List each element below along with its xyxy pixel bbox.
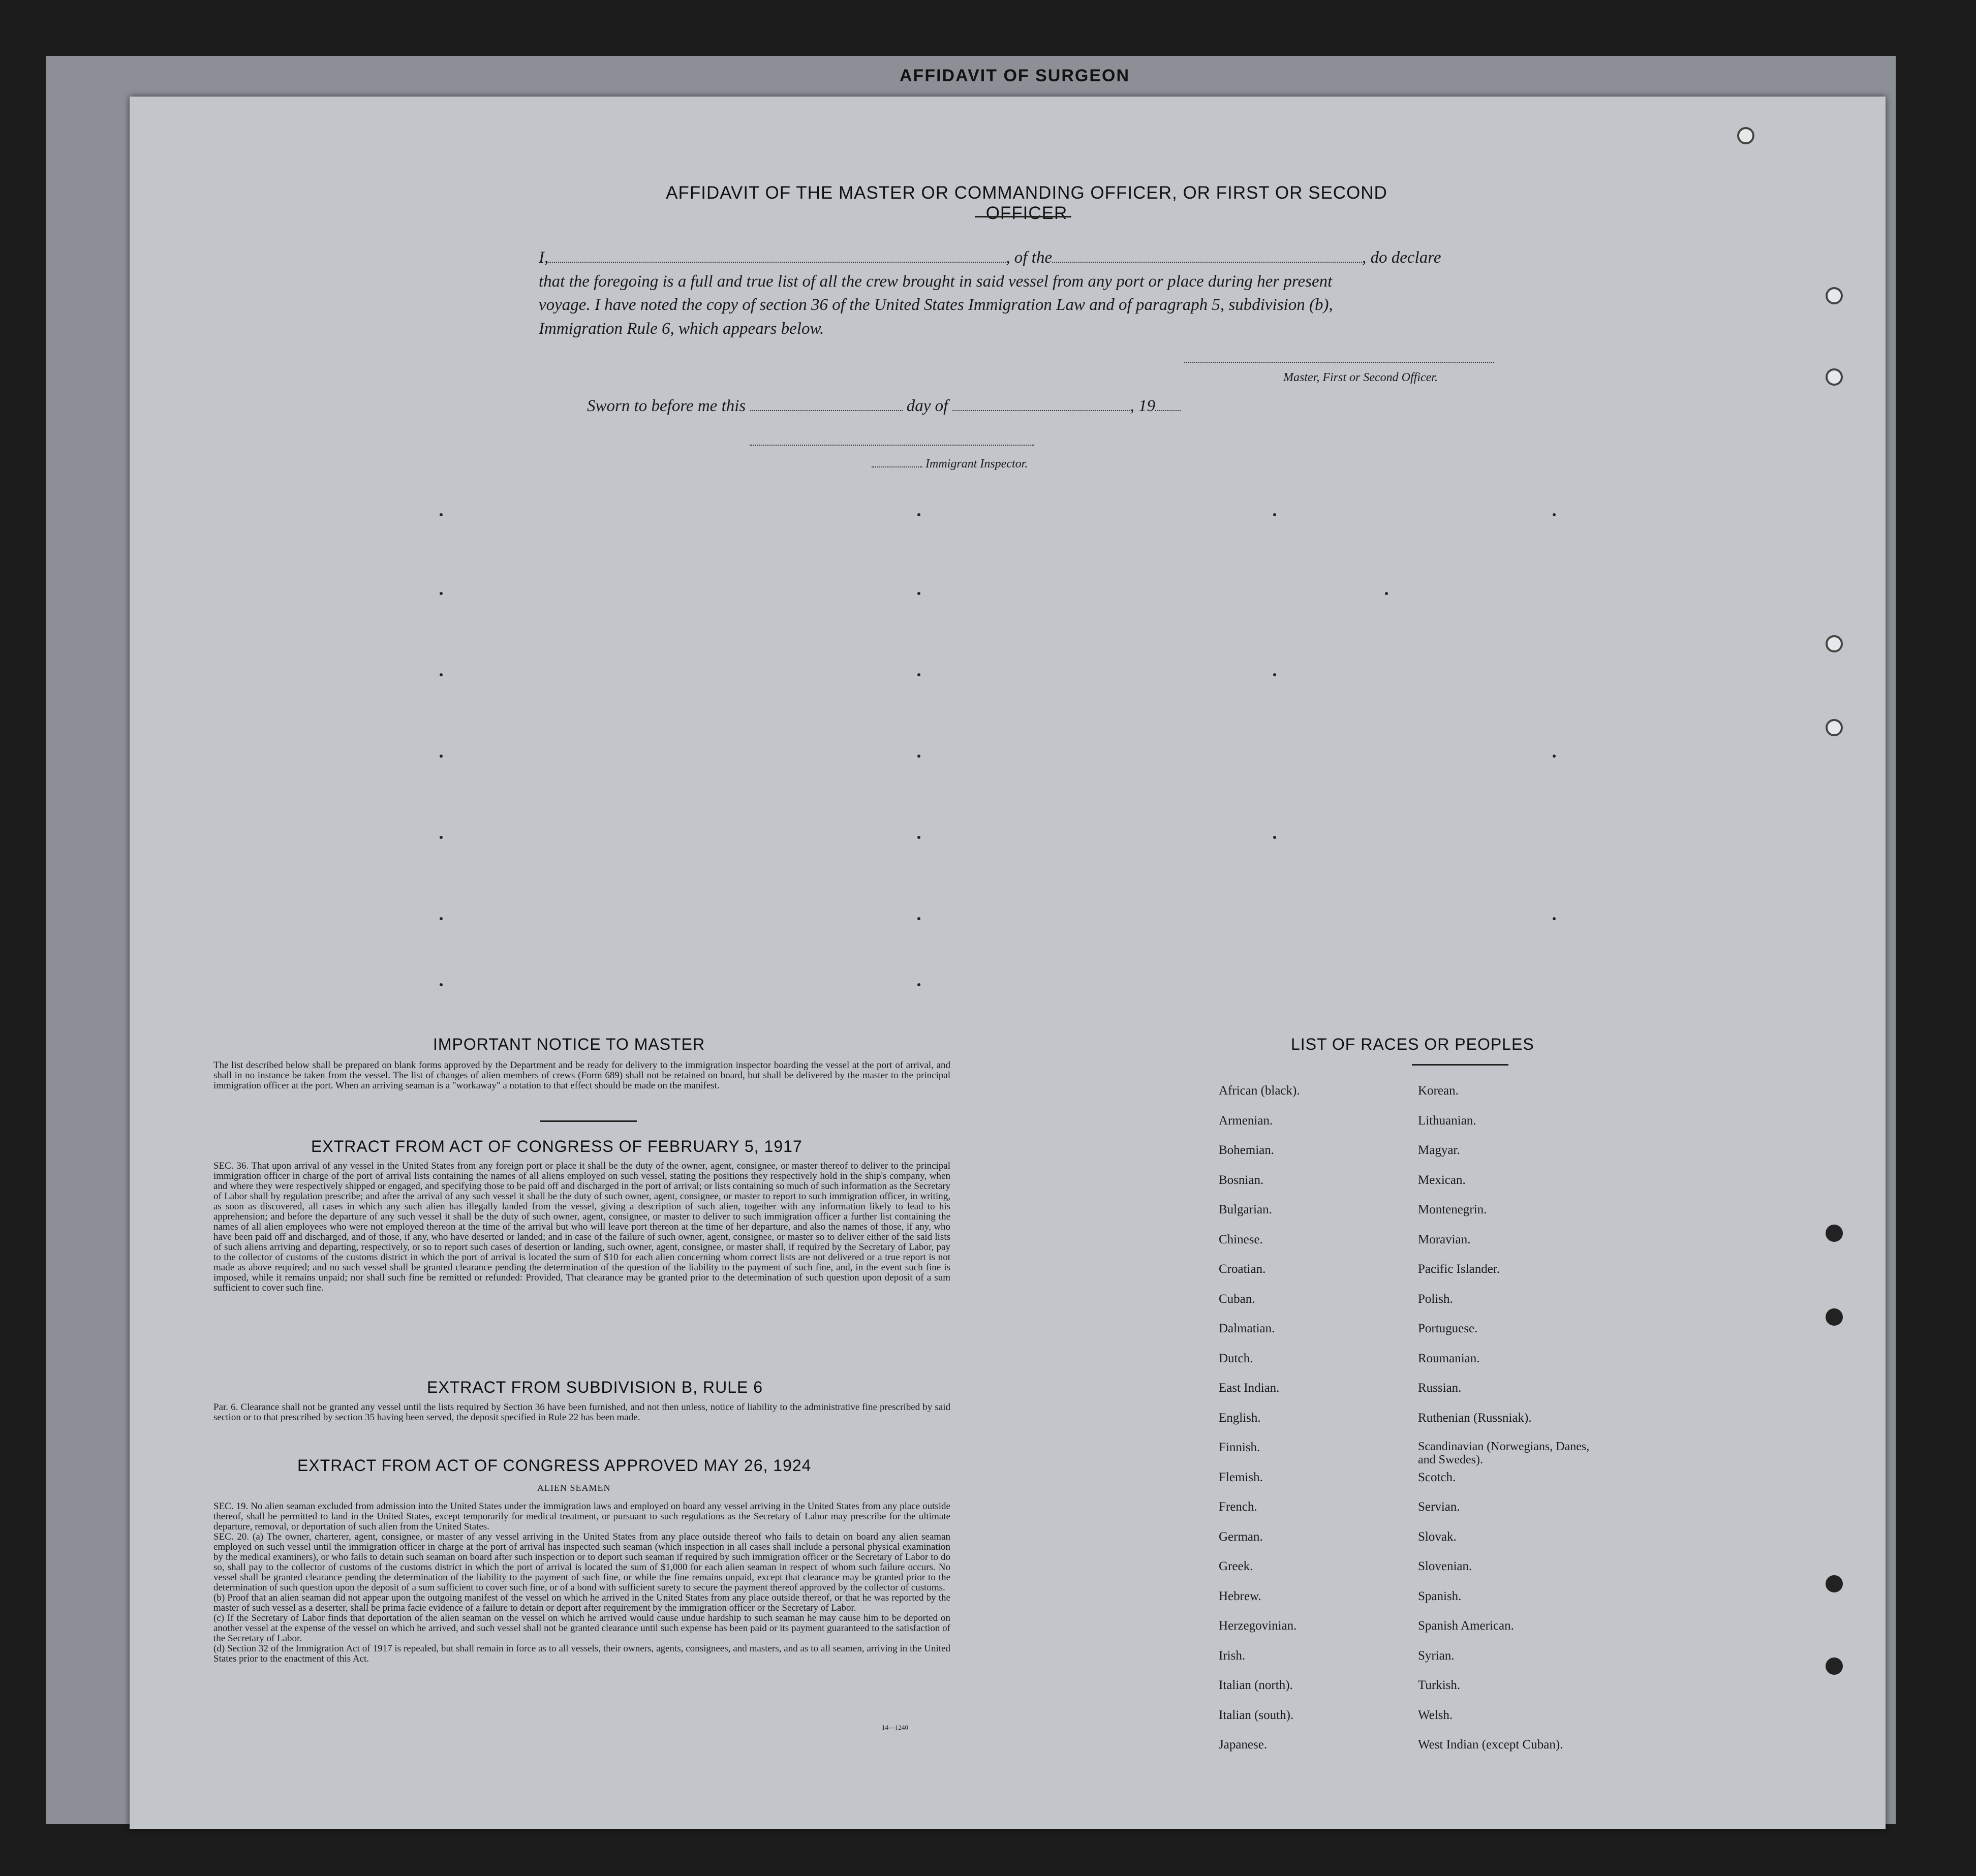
race-item: Lithuanian.	[1418, 1113, 1476, 1128]
race-item: Montenegrin.	[1418, 1203, 1487, 1216]
races-heading: LIST OF RACES OR PEOPLES	[1291, 1035, 1534, 1053]
race-item: Russian.	[1418, 1381, 1462, 1395]
print-speck	[917, 917, 920, 920]
race-item: German.	[1219, 1529, 1263, 1544]
race-item: Greek.	[1219, 1559, 1253, 1573]
print-speck	[440, 917, 443, 920]
print-speck	[1553, 755, 1556, 758]
binder-hole-icon	[1826, 1308, 1843, 1326]
race-item: Scandinavian (Norwegians, Danes, and Swedes).	[1418, 1440, 1590, 1466]
affidavit-line-1	[539, 246, 1507, 269]
race-item: English.	[1219, 1411, 1261, 1425]
print-speck	[440, 755, 443, 758]
binder-hole-icon	[1826, 368, 1843, 386]
sworn-end: , 19	[1130, 397, 1156, 415]
races-divider	[1412, 1064, 1508, 1066]
extract-1924-text: SEC. 19. No alien seaman excluded from admission into the United States under the immigration laws and employed on board any vessel arriving in the United States from any place outside thereof, shall be permitted to land in the United States, except temporarily for medical treatment, or pursuant to such regulations as the Secretary of Labor may prescribe for the ultimate departure, removal, or deportation of such alien from the United States. SEC. 20. (a) The owner, charterer, agent, consignee, or master of any vessel arriving in the United States from any place outside thereof who fails to detain on board any alien seaman employed on such vessel until the immigration officer in charge at the port of arrival has inspected such seaman (which inspection in all cases shall include a personal physical examination by the medical examiners), or who fails to detain such seaman on board after such inspection or to deport such seaman if required by such immigration officer or the Secretary of Labor to do so, shall pay to the collector of customs of the customs district in which the port of arrival is located the sum of $1,000 for each alien seaman in respect of whom such failure occurs. No vessel shall be granted clearance pending the determination of the liability to the payment of such fine, or while the fine remains unpaid, except that clearance may be granted prior to the determination of such question upon the deposit of a sum sufficient to cover such fine, or of a bond with sufficient surety to secure the payment thereof approved by the collector of customs. (b) Proof that an alien seaman did not appear upon the outgoing manifest of the vessel on which he arrived in the United States from any place outside thereof, or that he was reported by the master of such vessel as a deserter, shall be prima facie evidence of a failure to detain or deport after requirement by the immigration officer or the Secretary of Labor. (c) If the Secretary of Labor finds that deportation of the alien seaman on the vessel on which he arrived would cause undue hardship to such seaman he may cause him to be deported on another vessel at the expense of the vessel on which he arrived, and such vessel shall not be granted clearance until such expense has been paid or its payment guaranteed to the satisfaction of the Secretary of Labor. (d) Section 32 of the Immigration Act of 1917 is repealed, but shall remain in force as to all vessels, their owners, agents, consignees, and masters, and as to all seamen, arriving in the United States prior to the enactment of this Act.	[213, 1501, 950, 1664]
subdivision-heading: EXTRACT FROM SUBDIVISION B, RULE 6	[427, 1378, 763, 1396]
affidavit-title: AFFIDAVIT OF THE MASTER OR COMMANDING OFFICER, OR FIRST OR SECOND OFFICER	[666, 183, 1387, 223]
sworn-prefix: Sworn to before me this	[587, 397, 746, 415]
race-item: Bulgarian.	[1219, 1203, 1272, 1216]
print-speck	[917, 592, 920, 595]
race-item: Roumanian.	[1418, 1351, 1480, 1365]
races-left-column	[1219, 1083, 1422, 1767]
race-item: Magyar.	[1418, 1143, 1460, 1157]
sworn-day-field[interactable]	[750, 399, 903, 411]
print-speck	[1273, 513, 1276, 516]
master-name-field[interactable]	[548, 251, 1006, 263]
affidavit-line1-prefix: I,	[539, 248, 549, 267]
race-item: French.	[1219, 1500, 1257, 1514]
inspector-signature-label: Immigrant Inspector.	[872, 457, 1028, 471]
race-item: Spanish American.	[1418, 1619, 1514, 1633]
race-item: Cuban.	[1219, 1292, 1255, 1306]
race-item: Irish.	[1219, 1648, 1246, 1663]
affidavit-line1-mid: , of the	[1006, 248, 1052, 267]
affidavit-line-4: Immigration Rule 6, which appears below.	[539, 320, 824, 338]
race-item: Turkish.	[1418, 1678, 1461, 1692]
affidavit-line1-end: , do declare	[1362, 248, 1441, 267]
extract-1924-heading: EXTRACT FROM ACT OF CONGRESS APPROVED MAY 26, 1924	[297, 1456, 812, 1475]
race-item: Japanese.	[1219, 1738, 1268, 1752]
print-speck	[917, 513, 920, 516]
extract-1917-text: SEC. 36. That upon arrival of any vessel in the United States from any foreign port or place it shall be the duty of the owner, agent, consignee, or master thereof to deliver to the principal immigration officer in charge of the port of arrival lists containing the names of all aliens employed on such vessel, stating the positions they respectively hold in the ship's company, when and where they were respectively shipped or engaged, and specifying those to be paid off and discharged in the port of arrival; or lists containing so much of such information as the Secretary of Labor shall by regulation prescribe; and after the arrival of any such vessel it shall be the duty of such owner, agent, consignee, or master to report to such immigration officer, in writing, as soon as discovered, all cases in which any such alien has illegally landed from the vessel, giving a description of such alien, together with any information likely to lead to his apprehension; and before the departure of any such vessel it shall be the duty of such owner, agent, consignee, or master to deliver to such immigration officer a further list containing the names of all alien employees who were not employed thereon at the time of the arrival but who will leave port thereon at the time of her departure, and also the names of those, if any, who have been paid off and discharged, and of those, if any, who have deserted or landed; and in case of the failure of such owner, agent, consignee, or master so to deliver either of the said lists of such aliens arriving and departing, respectively, or so to report such cases of desertion or landing, such owner, agent, consignee, or master shall, if required by the Secretary of Labor, pay to the collector of customs of the customs district in which the port of arrival is located the sum of $10 for each alien concerning whom correct lists are not delivered or a true report is not made as above required; and no such vessel shall be granted clearance pending the determination of the question of the liability to the payment of such fine, and, in the event such fine is imposed, while it remains unpaid; nor shall such fine be remitted or refunded: Provided, That clearance may be granted prior to the determination of such question upon deposit of a sum sufficient to cover such fine.	[213, 1161, 950, 1293]
race-item: Dalmatian.	[1219, 1322, 1275, 1335]
race-item: Scotch.	[1418, 1470, 1456, 1484]
sworn-month-field[interactable]	[952, 399, 1130, 411]
binder-hole-icon	[1826, 719, 1843, 736]
race-item: West Indian (except Cuban).	[1418, 1738, 1563, 1752]
notice-divider	[540, 1120, 637, 1122]
race-item: Chinese.	[1219, 1232, 1263, 1246]
sworn-year-field[interactable]	[1155, 399, 1181, 411]
print-speck	[1553, 513, 1556, 516]
title-divider	[975, 216, 1071, 217]
race-item: Moravian.	[1418, 1232, 1471, 1246]
race-item: Italian (south).	[1219, 1708, 1294, 1722]
race-item: Hebrew.	[1219, 1589, 1261, 1603]
race-item: Slovak.	[1418, 1529, 1457, 1544]
binder-hole-icon	[1737, 127, 1754, 144]
print-speck	[917, 755, 920, 758]
race-item: East Indian.	[1219, 1381, 1280, 1395]
extract-1924-subheading: ALIEN SEAMEN	[537, 1483, 611, 1493]
race-item: Polish.	[1418, 1292, 1453, 1306]
inspector-signature-field[interactable]	[750, 445, 1034, 446]
race-item: Spanish.	[1418, 1589, 1462, 1603]
extract-1917-heading: EXTRACT FROM ACT OF CONGRESS OF FEBRUARY 5, 1917	[311, 1137, 802, 1155]
race-item: Bohemian.	[1219, 1143, 1275, 1157]
race-item: Armenian.	[1219, 1113, 1273, 1128]
print-speck	[440, 836, 443, 839]
race-item: Syrian.	[1418, 1648, 1455, 1663]
print-speck	[440, 513, 443, 516]
notice-heading: IMPORTANT NOTICE TO MASTER	[433, 1035, 705, 1053]
print-speck	[440, 592, 443, 595]
race-item: Slovenian.	[1418, 1559, 1472, 1573]
race-item: Herzegovinian.	[1219, 1619, 1297, 1633]
print-speck	[440, 673, 443, 676]
binder-hole-icon	[1826, 1658, 1843, 1675]
master-signature-field[interactable]	[1184, 362, 1494, 363]
form-number: 14—1240	[882, 1724, 908, 1731]
print-speck	[917, 836, 920, 839]
race-item: Welsh.	[1418, 1708, 1453, 1722]
race-item: Mexican.	[1418, 1173, 1466, 1187]
race-item: African (black).	[1219, 1084, 1300, 1098]
race-item: Pacific Islander.	[1418, 1262, 1500, 1276]
race-item: Servian.	[1418, 1500, 1460, 1514]
race-item: Italian (north).	[1219, 1678, 1293, 1692]
race-item: Croatian.	[1219, 1262, 1266, 1276]
print-speck	[1273, 673, 1276, 676]
affidavit-line-2: that the foregoing is a full and true list of all the crew brought in said vessel from any port or place during her present	[539, 272, 1333, 291]
subdivision-text: Par. 6. Clearance shall not be granted any vessel until the lists required by Section 36 have been furnished, and not then unless, notice of liability to the administrative fine prescribed by said section or to that prescribed by section 35 having been served, the deposit specified in Rule 22 has been made.	[213, 1402, 950, 1423]
binder-hole-icon	[1826, 635, 1843, 652]
race-item: Finnish.	[1219, 1441, 1260, 1454]
print-speck	[1385, 592, 1388, 595]
sworn-line	[587, 395, 1248, 417]
print-speck	[440, 983, 443, 986]
print-speck	[917, 983, 920, 986]
affidavit-line-3: voyage. I have noted the copy of section 36 of the United States Immigration Law and of paragraph 5, subdivision (b),	[539, 296, 1333, 314]
binder-hole-icon	[1826, 1575, 1843, 1592]
notice-text: The list described below shall be prepared on blank forms approved by the Department and be ready for delivery to the immigration inspector boarding the vessel at the port of arrival, and shall in no instance be taken from the vessel. The list of changes of alien members of crews (Form 689) shall not be retained on board, but shall be delivered by the master to the principal immigration officer at the port. When an arriving seaman is a "workaway" a notation to that effect should be made on the manifest.	[213, 1060, 950, 1091]
binder-hole-icon	[1826, 287, 1843, 304]
race-item: Bosnian.	[1219, 1173, 1264, 1187]
print-speck	[917, 673, 920, 676]
under-page-title: AFFIDAVIT OF SURGEON	[900, 66, 1130, 85]
race-item: Ruthenian (Russniak).	[1418, 1411, 1532, 1425]
race-item: Portuguese.	[1418, 1322, 1478, 1335]
race-item: Flemish.	[1219, 1470, 1263, 1484]
races-right-column	[1418, 1083, 1601, 1767]
print-speck	[1553, 917, 1556, 920]
master-signature-label: Master, First or Second Officer.	[1283, 371, 1438, 384]
print-speck	[1273, 836, 1276, 839]
binder-hole-icon	[1826, 1225, 1843, 1242]
vessel-name-field[interactable]	[1052, 251, 1362, 263]
sworn-mid: day of	[906, 397, 948, 415]
race-item: Korean.	[1418, 1084, 1459, 1098]
race-item: Dutch.	[1219, 1351, 1253, 1365]
